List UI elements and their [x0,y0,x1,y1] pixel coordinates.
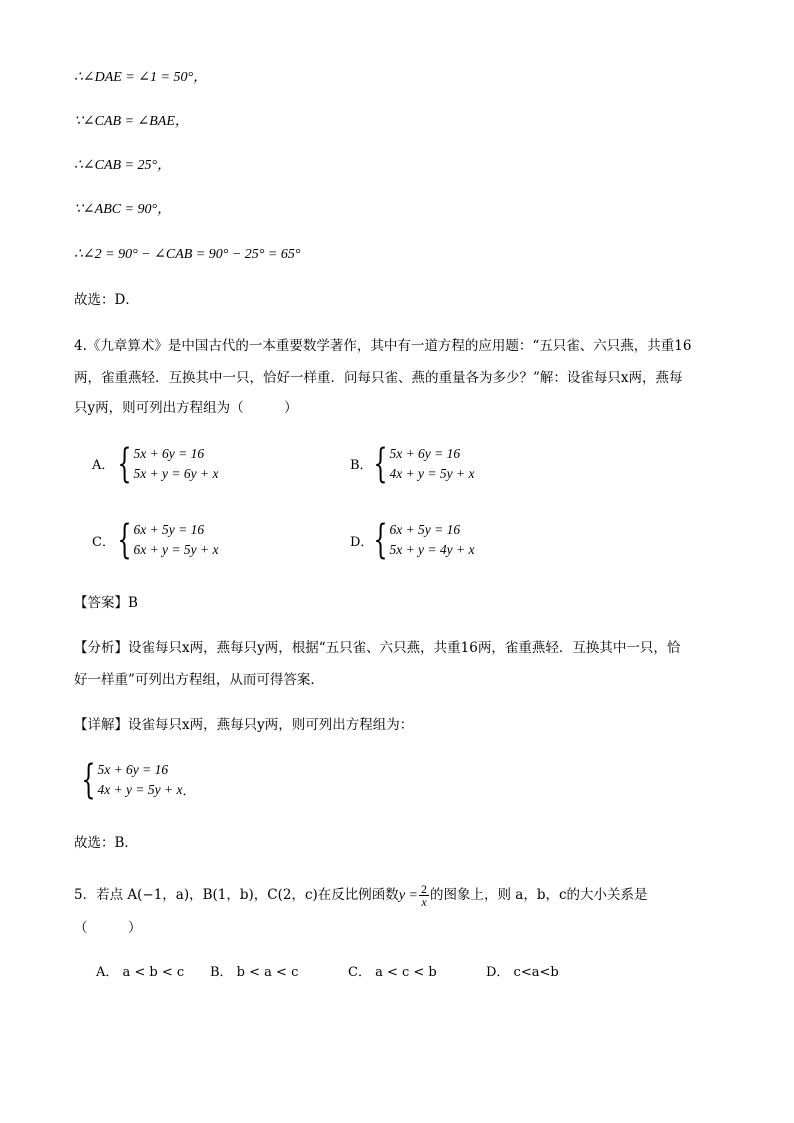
option-d-label: D． [350,535,374,550]
q4-stem-line-1: 4.《九章算术》是中国古代的一本重要数学著作，其中有一道方程的应用题：“五只雀、六只燕，共重16 [74,338,692,354]
q4-detail-line: 【详解】设雀每只x两，燕每只y两，则可列出方程组为： [74,717,414,733]
q4-detail-system [70,757,196,803]
brace-icon: { [117,441,132,487]
option-c-eq1: 6x + 5y = 16 [133,522,205,537]
option-c-eq2: 6x + y = 5y + x [133,542,219,557]
option-a-eq2: 5x + y = 6y + x [133,466,219,481]
proof-step-1: ∴∠DAE = ∠1 = 50°， [74,70,208,85]
q5-frac-den: x [421,895,427,909]
q4-analysis-line-2: 好一样重”可列出方程组，从而可得答案． [74,672,324,688]
option-d-eq1: 6x + 5y = 16 [389,522,461,537]
q5-paren: （ ） [74,920,142,936]
proof-step-3: ∴∠CAB = 25°， [74,158,172,173]
option-b-system [362,441,475,487]
option-a-eq1: 5x + 6y = 16 [133,446,205,461]
q5-prefix: 5．若点 A(−1，a)，B(1，b)，C(2，c)在反比例函数 [74,887,399,903]
q5-fraction [419,883,429,908]
option-b-eq2: 4x + y = 5y + x [389,466,475,481]
q5-suffix: 的图象上，则 a，b，c的大小关系是 [429,887,648,903]
brace-icon: { [373,517,388,563]
option-b-label: B． [350,458,373,473]
brace-icon: { [373,441,388,487]
option-b-eq1: 5x + 6y = 16 [389,446,461,461]
q5-frac-num: 2 [420,882,427,896]
option-a-label: A． [92,458,115,473]
proof-step-2: ∵∠CAB = ∠BAE， [74,114,189,129]
q5-option-a: A． a < b < c [96,965,185,980]
brace-icon: { [81,757,96,803]
q4-stem-line-2: 两，雀重燕轻．互换其中一只，恰好一样重．问每只雀、燕的重量各为多少？”解：设雀每只x两，燕每 [74,370,683,386]
q3-answer-line: 故选：D． [74,292,139,308]
option-c-label: C． [92,535,115,550]
q5-option-d: D． c<a<b [486,965,559,980]
detail-eq1: 5x + 6y = 16 [97,762,169,777]
option-c-system [106,517,219,563]
option-d-system [362,517,475,563]
q5-option-c: C． a < c < b [348,965,437,980]
proof-step-5: ∴∠2 = 90° − ∠CAB = 90° − 25° = 65° [74,247,301,262]
option-a-system [106,441,219,487]
q5-func-lhs: y = [398,888,418,903]
q4-stem-line-3: 只y两，则可列出方程组为（ ） [74,400,298,416]
q5-option-b: B． b < a < c [210,965,299,980]
proof-step-4: ∵∠ABC = 90°， [74,202,172,217]
brace-icon: { [117,517,132,563]
option-d-eq2: 5x + y = 4y + x [389,542,475,557]
detail-period: ． [182,783,196,799]
q4-answer: 【答案】B [74,595,138,611]
q4-analysis-line-1: 【分析】设雀每只x两，燕每只y两，根据“五只雀、六只燕，共重16两，雀重燕轻．互换其中一只，恰 [74,640,681,656]
q5-stem-line-1 [74,883,648,908]
detail-eq2: 4x + y = 5y + x [97,782,183,797]
q4-choose: 故选：B． [74,835,138,851]
